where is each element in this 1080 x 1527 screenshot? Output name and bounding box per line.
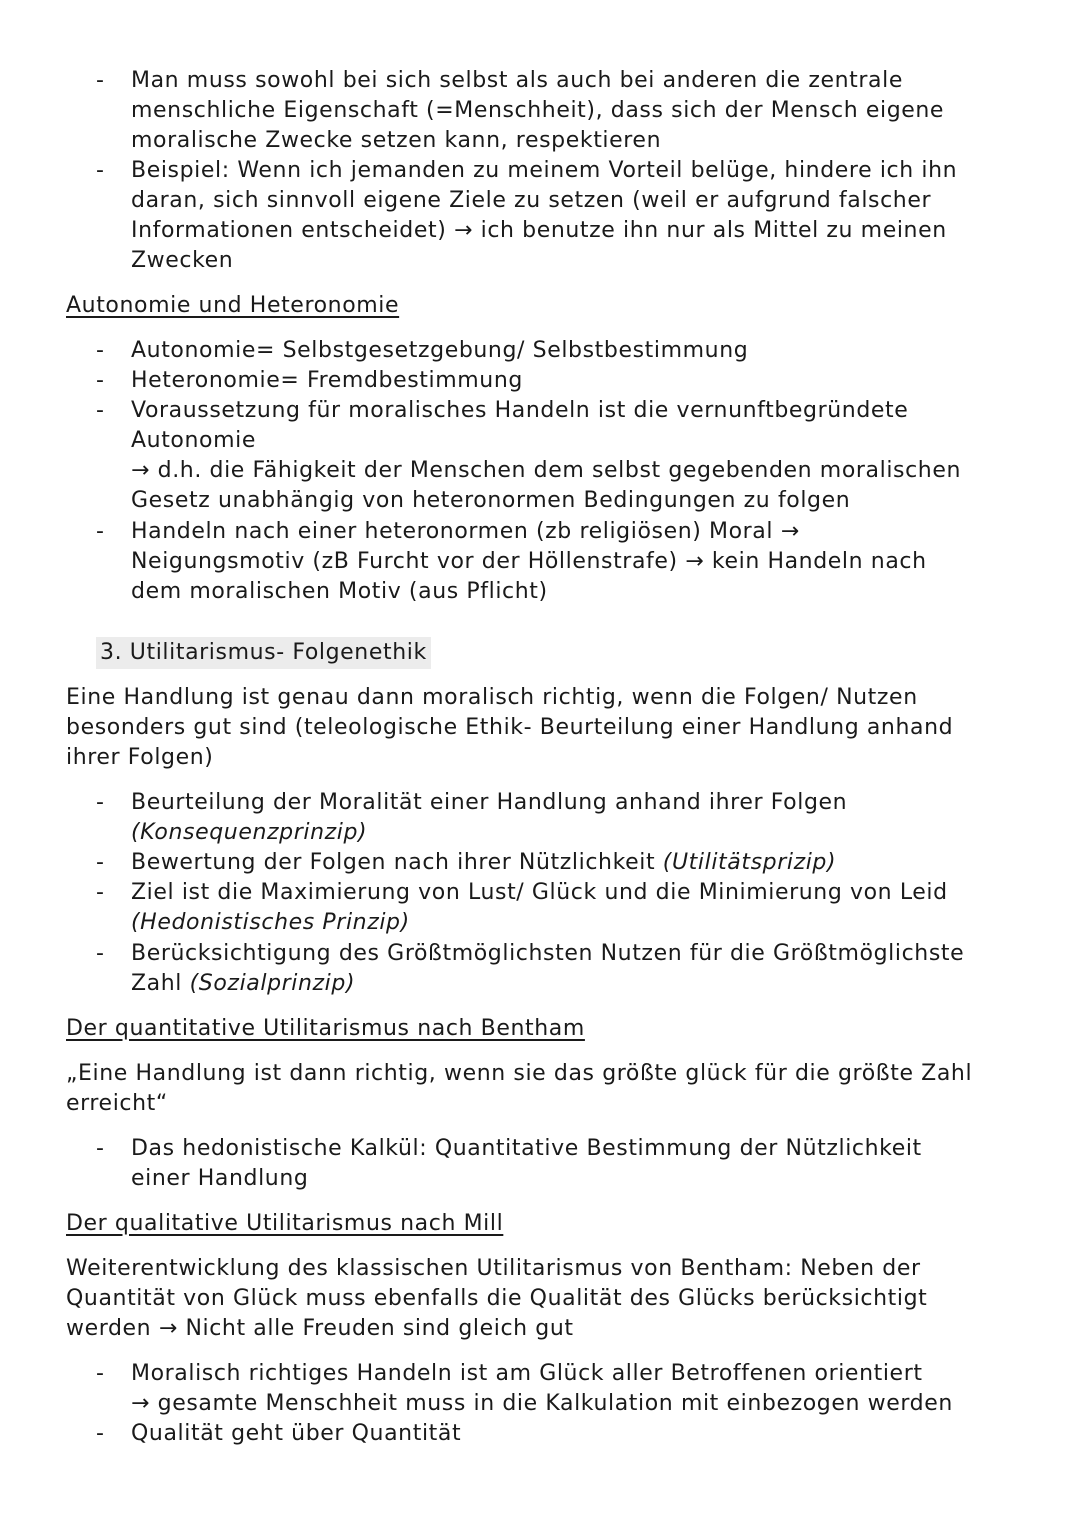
bullet-marker: - [96,1136,105,1161]
autonomy-bullet-3-line-3: → d.h. die Fähigkeit der Menschen dem selbst gegebenden moralischen [131,458,962,483]
mill-intro-line-3: werden → Nicht alle Freuden sind gleich gut [66,1316,574,1341]
definition-line-2: besonders gut sind (teleologische Ethik- Beurteilung einer Handlung anhand [66,715,954,740]
principle-4-name: (Sozialprinzip) [189,971,356,996]
autonomy-bullet-3-line-2: Autonomie [131,428,256,453]
autonomy-bullet-2: Heteronomie= Fremdbestimmung [131,368,523,393]
bullet-marker: - [96,1361,105,1386]
mill-bullet-2: Qualität geht über Quantität [131,1421,462,1446]
intro-bullet-2-line-3: Informationen entscheidet) → ich benutze ihn nur als Mittel zu meinen [131,218,947,243]
bullet-marker: - [96,519,105,544]
principle-3-line-1: Ziel ist die Maximierung von Lust/ Glück und die Minimierung von Leid [131,880,948,905]
bullet-marker: - [96,398,105,423]
definition-line-3: ihrer Folgen) [66,745,214,770]
bullet-marker: - [96,850,105,875]
autonomy-bullet-1: Autonomie= Selbstgesetzgebung/ Selbstbestimmung [131,338,749,363]
principle-2-name: (Utilitätsprizip) [662,850,837,875]
autonomy-heading: Autonomie und Heteronomie [66,293,400,318]
autonomy-bullet-3-line-1: Voraussetzung für moralisches Handeln ist die vernunftbegründete [131,398,909,423]
bentham-bullet-line-2: einer Handlung [131,1166,309,1191]
intro-bullet-1-line-1: Man muss sowohl bei sich selbst als auch bei anderen die zentrale [131,68,903,93]
bentham-quote-line-2: erreicht“ [66,1091,168,1116]
bentham-bullet-line-1: Das hedonistische Kalkül: Quantitative Bestimmung der Nützlichkeit [131,1136,922,1161]
bullet-marker: - [96,1421,105,1446]
autonomy-bullet-4-line-3: dem moralischen Motiv (aus Pflicht) [131,579,548,604]
mill-heading: Der qualitative Utilitarismus nach Mill [66,1211,504,1236]
principle-2-text: Bewertung der Folgen nach ihrer Nützlichkeit [131,850,663,875]
bullet-marker: - [96,941,105,966]
autonomy-bullet-4-line-1: Handeln nach einer heteronormen (zb religiösen) Moral → [131,519,800,544]
principle-2 [131,848,836,878]
intro-bullet-2-line-4: Zwecken [131,248,234,273]
section-title: 3. Utilitarismus- Folgenethik [96,637,431,669]
mill-intro-line-2: Quantität von Glück muss ebenfalls die Qualität des Glücks berücksichtigt [66,1286,928,1311]
mill-bullet-1-line-1: Moralisch richtiges Handeln ist am Glück aller Betroffenen orientiert [131,1361,923,1386]
principle-4-line-1: Berücksichtigung des Größtmöglichsten Nutzen für die Größtmöglichste [131,941,965,966]
autonomy-bullet-4-line-2: Neigungsmotiv (zB Furcht vor der Höllenstrafe) → kein Handeln nach [131,549,927,574]
bullet-marker: - [96,790,105,815]
bentham-quote-line-1: „Eine Handlung ist dann richtig, wenn sie das größte glück für die größte Zahl [66,1061,973,1086]
principle-1-line-1: Beurteilung der Moralität einer Handlung anhand ihrer Folgen [131,790,848,815]
mill-bullet-1-line-2: → gesamte Menschheit muss in die Kalkulation mit einbezogen werden [131,1391,953,1416]
intro-bullet-1-line-3: moralische Zwecke setzen kann, respektieren [131,128,662,153]
bullet-marker: - [96,880,105,905]
intro-bullet-1-line-2: menschliche Eigenschaft (=Menschheit), dass sich der Mensch eigene [131,98,945,123]
principle-4-text: Zahl [131,971,190,996]
principle-3-name: (Hedonistisches Prinzip) [131,910,410,935]
bullet-marker: - [96,368,105,393]
definition-line-1: Eine Handlung ist genau dann moralisch richtig, wenn die Folgen/ Nutzen [66,685,918,710]
intro-bullet-2-line-2: daran, sich sinnvoll eigene Ziele zu setzen (weil er aufgrund falscher [131,188,932,213]
mill-intro-line-1: Weiterentwicklung des klassischen Utilitarismus von Bentham: Neben der [66,1256,921,1281]
principle-4-line-2 [131,969,355,999]
bullet-marker: - [96,68,105,93]
bullet-marker: - [96,338,105,363]
bullet-marker: - [96,158,105,183]
intro-bullet-2-line-1: Beispiel: Wenn ich jemanden zu meinem Vorteil belüge, hindere ich ihn [131,158,958,183]
autonomy-bullet-3-line-4: Gesetz unabhängig von heteronormen Bedingungen zu folgen [131,488,851,513]
bentham-heading: Der quantitative Utilitarismus nach Bentham [66,1016,585,1041]
principle-1-name: (Konsequenzprinzip) [131,820,368,845]
